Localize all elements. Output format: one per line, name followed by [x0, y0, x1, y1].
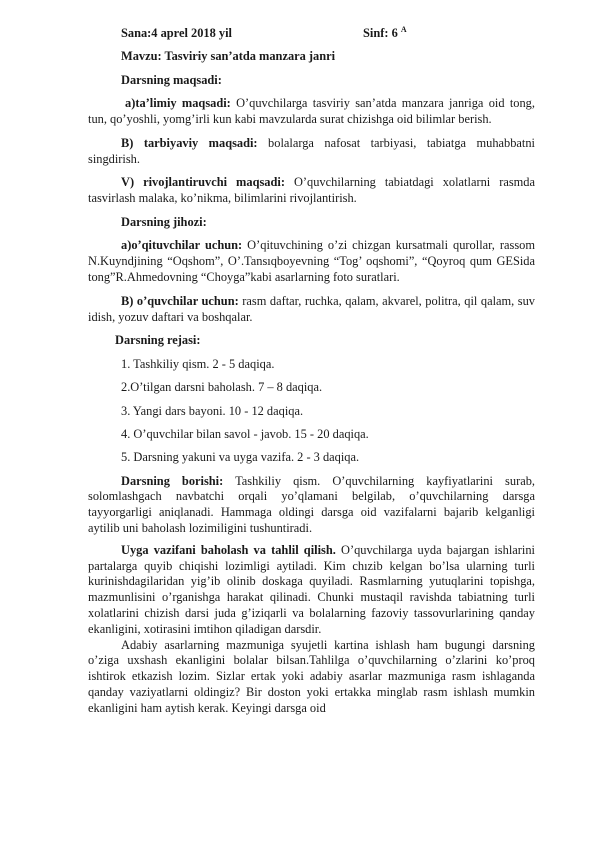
equipment-students: [88, 294, 535, 326]
goal-text: O’quvchilarning tabiatdagi xolatlarni rasmda tasvirlash malaka, ko’nikma, bilimlarini rivojlantirish.: [88, 175, 535, 206]
homework-review: [88, 543, 535, 638]
goal-educational: [88, 96, 535, 128]
homework-text: O’quvchilarga uyda bajargan ishlarini partalarga quyib chiqishi lozimligi aytiladi. Kim chızib kelgan bo’lsa ularning turli kurinishdagilaridan yig’ib olinib doskaga quyiladi. Rasmlarning yutuqlarini topishga, mazmunlisini o’rganishga harakat qilinadi. Chunki mustaqil ravishda tabiatning turli xolatlarini chizish darsi juda g’iziqarli va bolalarning fazoviy tassovurlarining qanday ekanligini, xotirasini imtihon qiladigan darsdir.: [88, 542, 535, 636]
class-letter: A: [400, 24, 407, 34]
equipment-text: rasm daftar, ruchka, qalam, akvarel, politra, qil qalam, suv idish, yozuv daftari va boshqalar.: [88, 293, 536, 324]
topic-text: Mavzu: Tasviriy san’atda manzara janri: [121, 49, 336, 64]
equipment-teacher: [88, 238, 535, 285]
equipment-label: B) o’quvchilar uchun:: [121, 293, 239, 308]
lesson-topic: [88, 49, 535, 65]
goal-label: V) rivojlantiruvchi maqsadi:: [121, 175, 285, 190]
plan-item: 4. O’quvchilar bilan savol - javob. 15 - 20 daqiqa.: [121, 426, 369, 441]
plan-item: 2.O’tilgan darsni baholash. 7 – 8 daqiqa.: [121, 380, 323, 395]
goal-developing: [88, 175, 535, 207]
class-label: [363, 26, 407, 42]
header-line: [88, 26, 535, 42]
class-number: Sinf: 6: [363, 26, 398, 40]
goal-label: B) tarbiyaviy maqsadi:: [121, 135, 258, 150]
goal-text: O’quvchilarga tasviriy san’atda manzara janriga oid tong, tun, qo’yoshli, yomg’irli kun kabi mavzularda surat chizishga oid bilimlar berish.: [88, 96, 535, 126]
literature-paragraph: Adabiy asarlarning mazmuniga syujetli kartina ishlash ham bugungi darsning o’ziga uxshash ekanligini bolalar bilsan.Tahlilga o’quvchilarning o’zlarini ko’proq ishtirok etkazish lozim. Sizlar ertak yoki adabiy asarlar mazmuniga rasm ishlaganda qanday vaziyatlarni oldingiz? Bir doston yoki ertakka minglab rasm ishlash mumkin ekanligini ham aytish kerak. Keyingi darsga oid: [88, 637, 535, 715]
homework-label: Uyga vazifani baholash va tahlil qilish.: [121, 542, 336, 557]
equipment-text: O’qituvchining o’zi chizgan kursatmali qurollar, rassom N.Kuyndjining “Oqshom”, O’.Tansıqboyevning “Tog’ oqshomi”, “Qoyroq qum GESida tong”R.Ahmedovning “Choyga”kabi asarlarning foto suratlari.: [88, 238, 535, 284]
goal-text: bolalarga nafosat tarbiyasi, tabiatga muhabbatni singdirish.: [88, 135, 535, 166]
plan-item: 1. Tashkiliy qism. 2 - 5 daqiqa.: [121, 356, 275, 371]
plan-item: 3. Yangi dars bayoni. 10 - 12 daqiqa.: [121, 403, 304, 418]
equipment-label: a)o’qituvchilar uchun:: [121, 238, 243, 253]
goal-label: a)ta’limiy maqsadi:: [125, 96, 231, 111]
plan-item: 5. Darsning yakuni va uyga vazifa. 2 - 3 daqiqa.: [121, 450, 360, 465]
equipment-heading-text: Darsning jihozi:: [121, 214, 207, 229]
progress-text: Tashkiliy qism. O’quvchilarning kayfiyatlarini surab, solomlashgach navbatchi orqali yo’qlamani belgilab, o’quvchilarning darsga tayyorgarligi aniqlanadi. Hammaga oldingi darsga oid vazifalarni bajarib kelganligi aytilib uni baholash lozimiligini tushuntiradi.: [88, 473, 535, 536]
equipment-heading: [88, 215, 535, 231]
plan-heading-text: Darsning rejasi:: [115, 333, 201, 348]
progress-label: Darsning borishi:: [121, 473, 224, 488]
lesson-date: Sana:4 aprel 2018 yil: [121, 26, 232, 40]
goals-heading-text: Darsning maqsadi:: [121, 72, 222, 87]
document-body: [88, 26, 535, 725]
plan-heading: [88, 333, 535, 349]
goals-heading: [88, 73, 535, 89]
goal-upbringing: [88, 136, 535, 168]
lesson-progress: [88, 474, 535, 537]
